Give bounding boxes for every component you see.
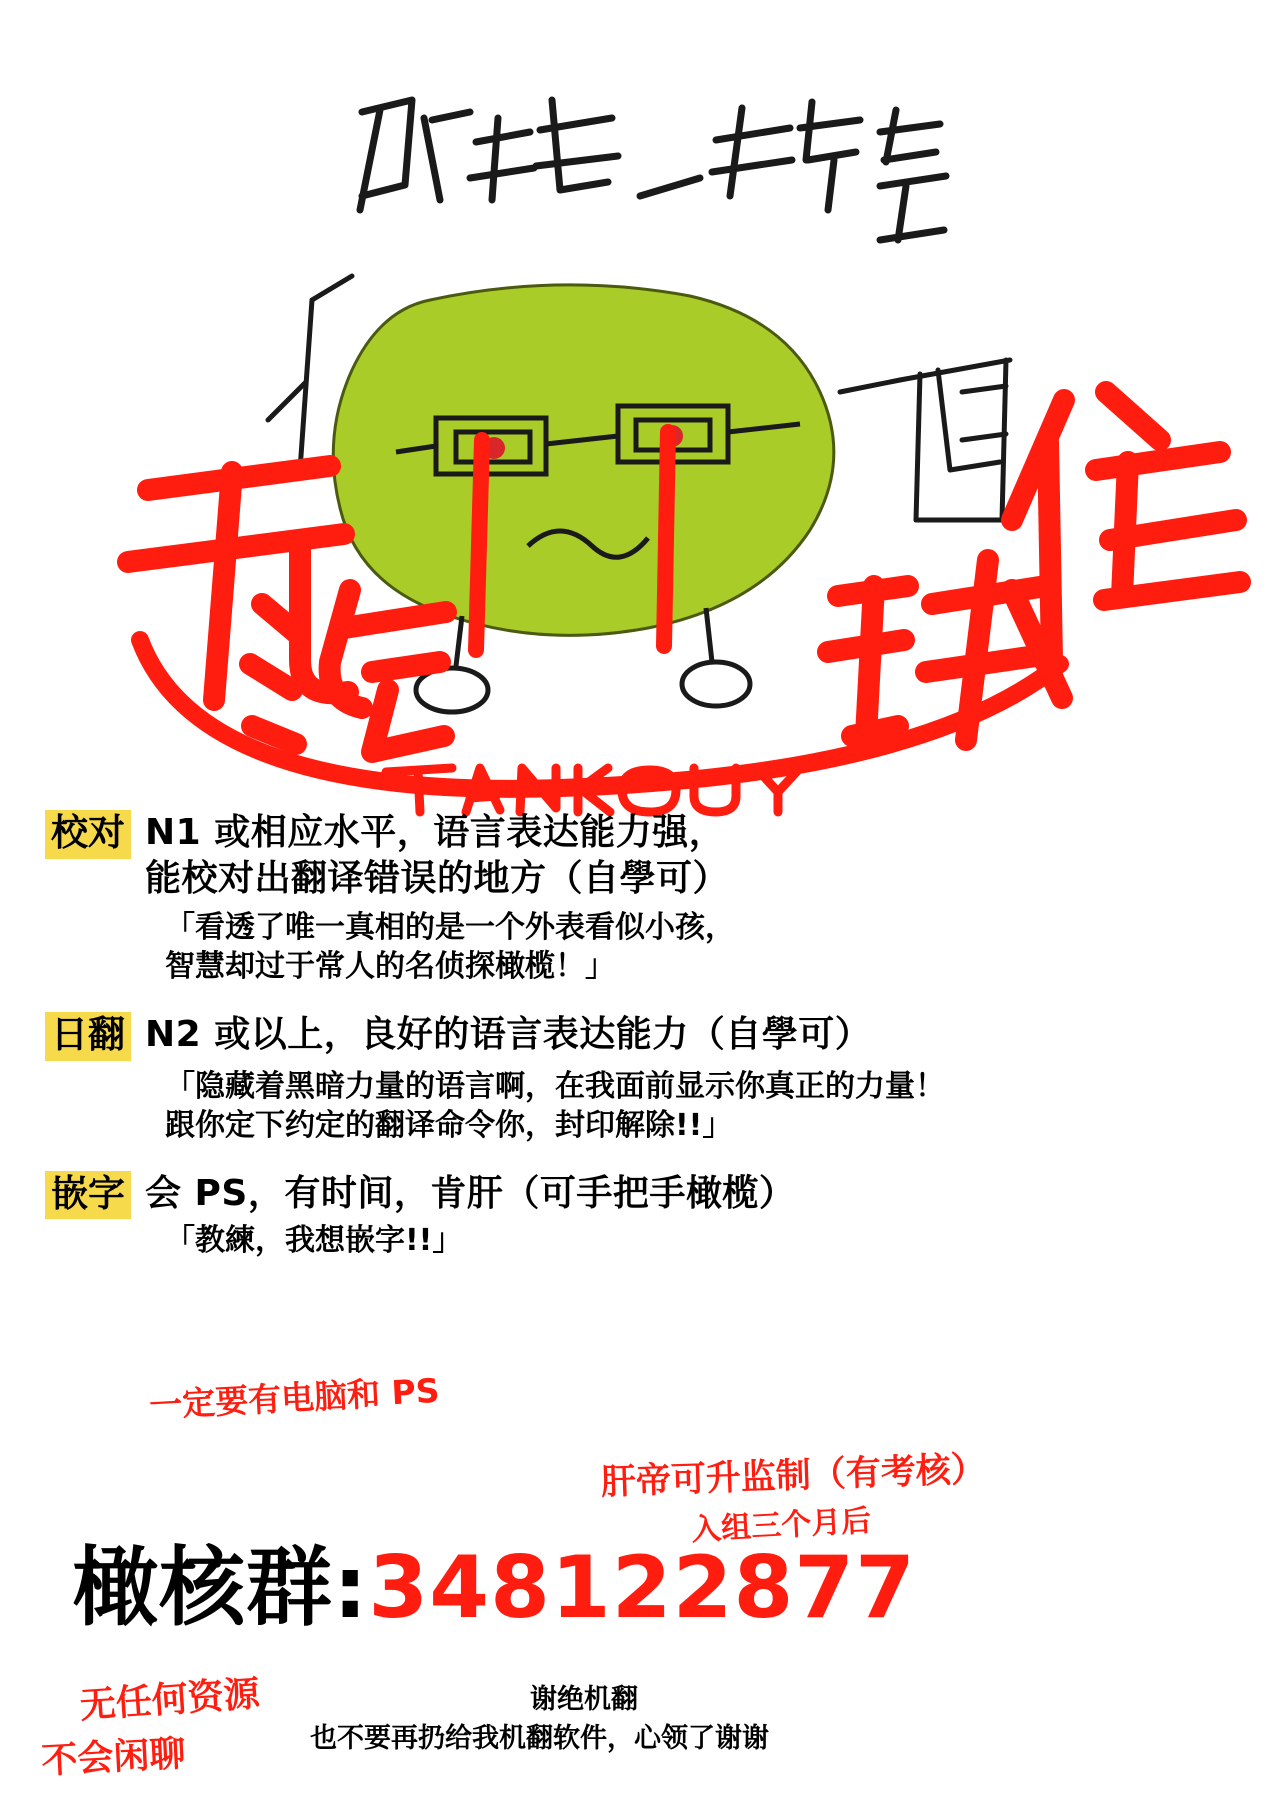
role-quote-line2: 跟你定下约定的翻译命令你，封印解除!!」 xyxy=(165,1107,733,1143)
role-quote-line1: 「看透了唯一真相的是一个外表看似小孩， xyxy=(165,910,735,946)
group-line xyxy=(72,1518,916,1642)
handwritten-note-three-months: 入组三个月后 xyxy=(690,1503,873,1548)
role-tag: 嵌字 xyxy=(45,1171,131,1220)
role-head xyxy=(45,1171,1245,1220)
mascot-body xyxy=(333,285,834,635)
group-number: 348122877 xyxy=(368,1538,916,1638)
role-tag: 日翻 xyxy=(45,1012,131,1061)
role-head xyxy=(45,1012,1245,1061)
role-head xyxy=(45,810,1245,902)
footnote-line2: 也不要再扔给我机翻软件，心领了谢谢 xyxy=(310,1723,769,1755)
footnote-line1: 谢绝机翻 xyxy=(530,1684,638,1715)
group-label: 橄核群: xyxy=(72,1538,369,1638)
role-quote-line1: 「隐藏着黑暗力量的语言啊，在我面前显示你真正的力量！ xyxy=(165,1068,945,1104)
handwritten-note-promotion: 肝帝可升监制（有考核） xyxy=(600,1449,987,1503)
role-requirement: N2 或以上，良好的语言表达能力（自學可） xyxy=(145,1014,872,1056)
role-requirement-line2: 能校对出翻译错误的地方（自學可） xyxy=(145,858,730,900)
role-block-translator xyxy=(45,1012,1245,1145)
role-listing xyxy=(45,810,1245,1286)
role-quote-line2: 智慧却过于常人的名侦探橄榄！」 xyxy=(165,949,615,985)
role-tag: 校对 xyxy=(45,810,131,859)
poster-artwork xyxy=(0,0,1280,820)
role-block-typesetter xyxy=(45,1171,1245,1261)
handwritten-note-pc-ps: 一定要有电脑和 PS xyxy=(148,1370,441,1425)
handwritten-note-no-resources: 无任何资源 xyxy=(78,1673,261,1727)
handwritten-title-strokes xyxy=(360,100,946,240)
role-requirement: 会 PS，有时间，肯肝（可手把手橄榄） xyxy=(145,1172,796,1214)
handwritten-note-no-chat: 不会闲聊 xyxy=(40,1733,187,1782)
role-quote: 「教練，我想嵌字!!」 xyxy=(165,1223,463,1259)
role-quote xyxy=(165,1067,1245,1145)
role-requirement-line1: N1 或相应水平，语言表达能力强， xyxy=(145,812,726,853)
role-quote xyxy=(165,908,1245,986)
role-block-proofreader xyxy=(45,810,1245,986)
footnotes xyxy=(310,1680,1070,1758)
role-requirement xyxy=(145,810,729,902)
